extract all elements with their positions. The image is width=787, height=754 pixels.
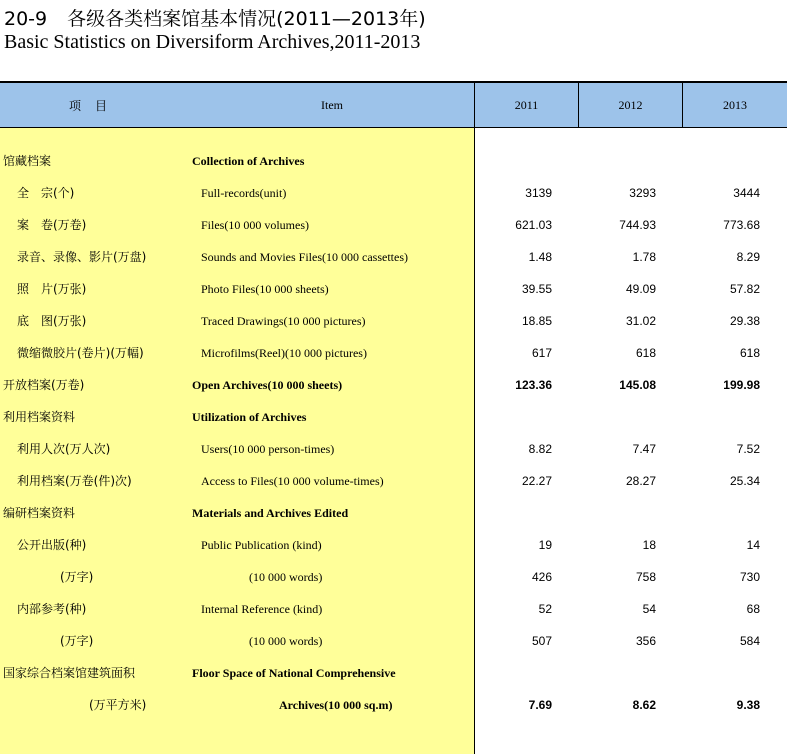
row-label-en: Access to Files(10 000 volume-times): [201, 474, 384, 488]
table-row: [0, 625, 787, 657]
row-label-en: Open Archives(10 000 sheets): [192, 378, 343, 392]
row-label-en: Microfilms(Reel)(10 000 pictures): [201, 346, 367, 360]
header-year-2013: 2013: [723, 97, 747, 112]
row-label-cn: 全 宗(个): [17, 186, 75, 200]
value-2013: 9.38: [736, 698, 760, 712]
value-2011: 39.55: [521, 282, 552, 296]
table-row: [0, 593, 787, 625]
value-2011: 8.82: [528, 442, 552, 456]
row-label-en: Utilization of Archives: [192, 410, 307, 424]
row-label-cn: 馆藏档案: [3, 154, 52, 168]
value-2013: 8.29: [736, 250, 760, 264]
row-label-cn: 开放档案(万卷): [3, 378, 85, 392]
value-2011: 123.36: [515, 378, 552, 392]
header-divider: [474, 83, 475, 127]
table-row: [0, 273, 787, 305]
value-2011: 19: [538, 538, 552, 552]
value-2013: 14: [746, 538, 760, 552]
row-label-en: Full-records(unit): [201, 186, 287, 200]
header-year-2011: 2011: [514, 97, 539, 112]
row-label-en: Traced Drawings(10 000 pictures): [201, 314, 366, 328]
value-2011: 22.27: [521, 474, 552, 488]
table-row: [0, 529, 787, 561]
row-label-cn: 利用档案(万卷(件)次): [17, 474, 132, 488]
row-label-en: Photo Files(10 000 sheets): [201, 282, 329, 296]
table-row: [0, 465, 787, 497]
value-2011: 426: [531, 570, 552, 584]
row-label-cn: 利用档案资料: [3, 410, 76, 424]
table-row: [0, 177, 787, 209]
value-2013: 584: [739, 634, 760, 648]
header-item-cn: 项目: [68, 98, 121, 113]
row-label-cn: 编研档案资料: [3, 506, 76, 520]
value-2013: 29.38: [729, 314, 760, 328]
row-label-en: Users(10 000 person-times): [201, 442, 335, 456]
value-2012: 618: [635, 346, 656, 360]
value-2012: 145.08: [619, 378, 656, 392]
value-2013: 25.34: [729, 474, 760, 488]
header-divider: [578, 83, 579, 127]
row-label-en: Files(10 000 volumes): [201, 218, 309, 232]
row-label-cn: 底 图(万张): [17, 314, 87, 328]
row-label-cn: 内部参考(种): [17, 602, 87, 616]
value-2013: 773.68: [723, 218, 760, 232]
row-label-cn: 微缩微胶片(卷片)(万幅): [17, 346, 144, 360]
value-2012: 54: [642, 602, 656, 616]
value-2012: 31.02: [625, 314, 656, 328]
table-number: 20-9: [4, 8, 48, 30]
value-2012: 758: [635, 570, 656, 584]
value-2012: 1.78: [632, 250, 656, 264]
value-2012: 3293: [629, 186, 656, 200]
value-2012: 18: [642, 538, 656, 552]
header-year-2012: 2012: [618, 97, 643, 112]
header-item-en: Item: [321, 97, 343, 112]
value-2013: 199.98: [723, 378, 760, 392]
row-label-cn: 录音、录像、影片(万盘): [17, 250, 147, 264]
value-2011: 7.69: [528, 698, 552, 712]
value-2011: 18.85: [521, 314, 552, 328]
value-2013: 57.82: [729, 282, 760, 296]
value-2011: 507: [531, 634, 552, 648]
row-label-cn: 照 片(万张): [17, 282, 87, 296]
row-label-en: Materials and Archives Edited: [192, 506, 349, 520]
table-title-cn: 各级各类档案馆基本情况(2011—2013年): [67, 8, 426, 30]
statistics-table: [0, 81, 787, 754]
value-2011: 1.48: [528, 250, 552, 264]
table-row: [0, 657, 787, 689]
table-title-en: Basic Statistics on Diversiform Archives,2011-2013: [4, 31, 421, 53]
row-label-en: Floor Space of National Comprehensive: [192, 666, 396, 680]
value-2013: 7.52: [736, 442, 760, 456]
table-row: [0, 337, 787, 369]
row-label-en: (10 000 words): [249, 570, 323, 584]
table-row: [0, 209, 787, 241]
value-2013: 618: [739, 346, 760, 360]
row-label-cn: 案 卷(万卷): [17, 218, 87, 232]
table-row: [0, 433, 787, 465]
row-label-en: Archives(10 000 sq.m): [279, 698, 393, 712]
value-2011: 52: [538, 602, 552, 616]
value-2013: 730: [739, 570, 760, 584]
table-row: [0, 497, 787, 529]
value-2012: 7.47: [632, 442, 656, 456]
value-2012: 744.93: [619, 218, 656, 232]
row-label-cn: (万平方米): [89, 698, 147, 712]
value-2011: 617: [531, 346, 552, 360]
row-label-cn: 公开出版(种): [17, 538, 87, 552]
table-row: [0, 145, 787, 177]
value-2012: 28.27: [625, 474, 656, 488]
row-label-cn: (万字): [60, 634, 94, 648]
value-2013: 3444: [733, 186, 760, 200]
value-2013: 68: [746, 602, 760, 616]
table-row: [0, 689, 787, 721]
value-2012: 8.62: [632, 698, 656, 712]
table-header: [0, 83, 787, 128]
row-label-cn: (万字): [60, 570, 94, 584]
value-2012: 49.09: [625, 282, 656, 296]
table-row: [0, 241, 787, 273]
row-label-en: Sounds and Movies Files(10 000 cassettes): [201, 250, 408, 264]
header-divider: [682, 83, 683, 127]
row-label-cn: 利用人次(万人次): [17, 442, 111, 456]
row-label-en: (10 000 words): [249, 634, 323, 648]
title-cn: [4, 4, 426, 31]
value-2011: 621.03: [515, 218, 552, 232]
row-label-cn: 国家综合档案馆建筑面积: [3, 666, 136, 680]
row-label-en: Internal Reference (kind): [201, 602, 323, 616]
table-row: [0, 401, 787, 433]
value-2012: 356: [635, 634, 656, 648]
table-row: [0, 369, 787, 401]
row-label-en: Public Publication (kind): [201, 538, 322, 552]
value-2011: 3139: [525, 186, 552, 200]
table-row: [0, 305, 787, 337]
table-row: [0, 561, 787, 593]
row-label-en: Collection of Archives: [192, 154, 305, 168]
